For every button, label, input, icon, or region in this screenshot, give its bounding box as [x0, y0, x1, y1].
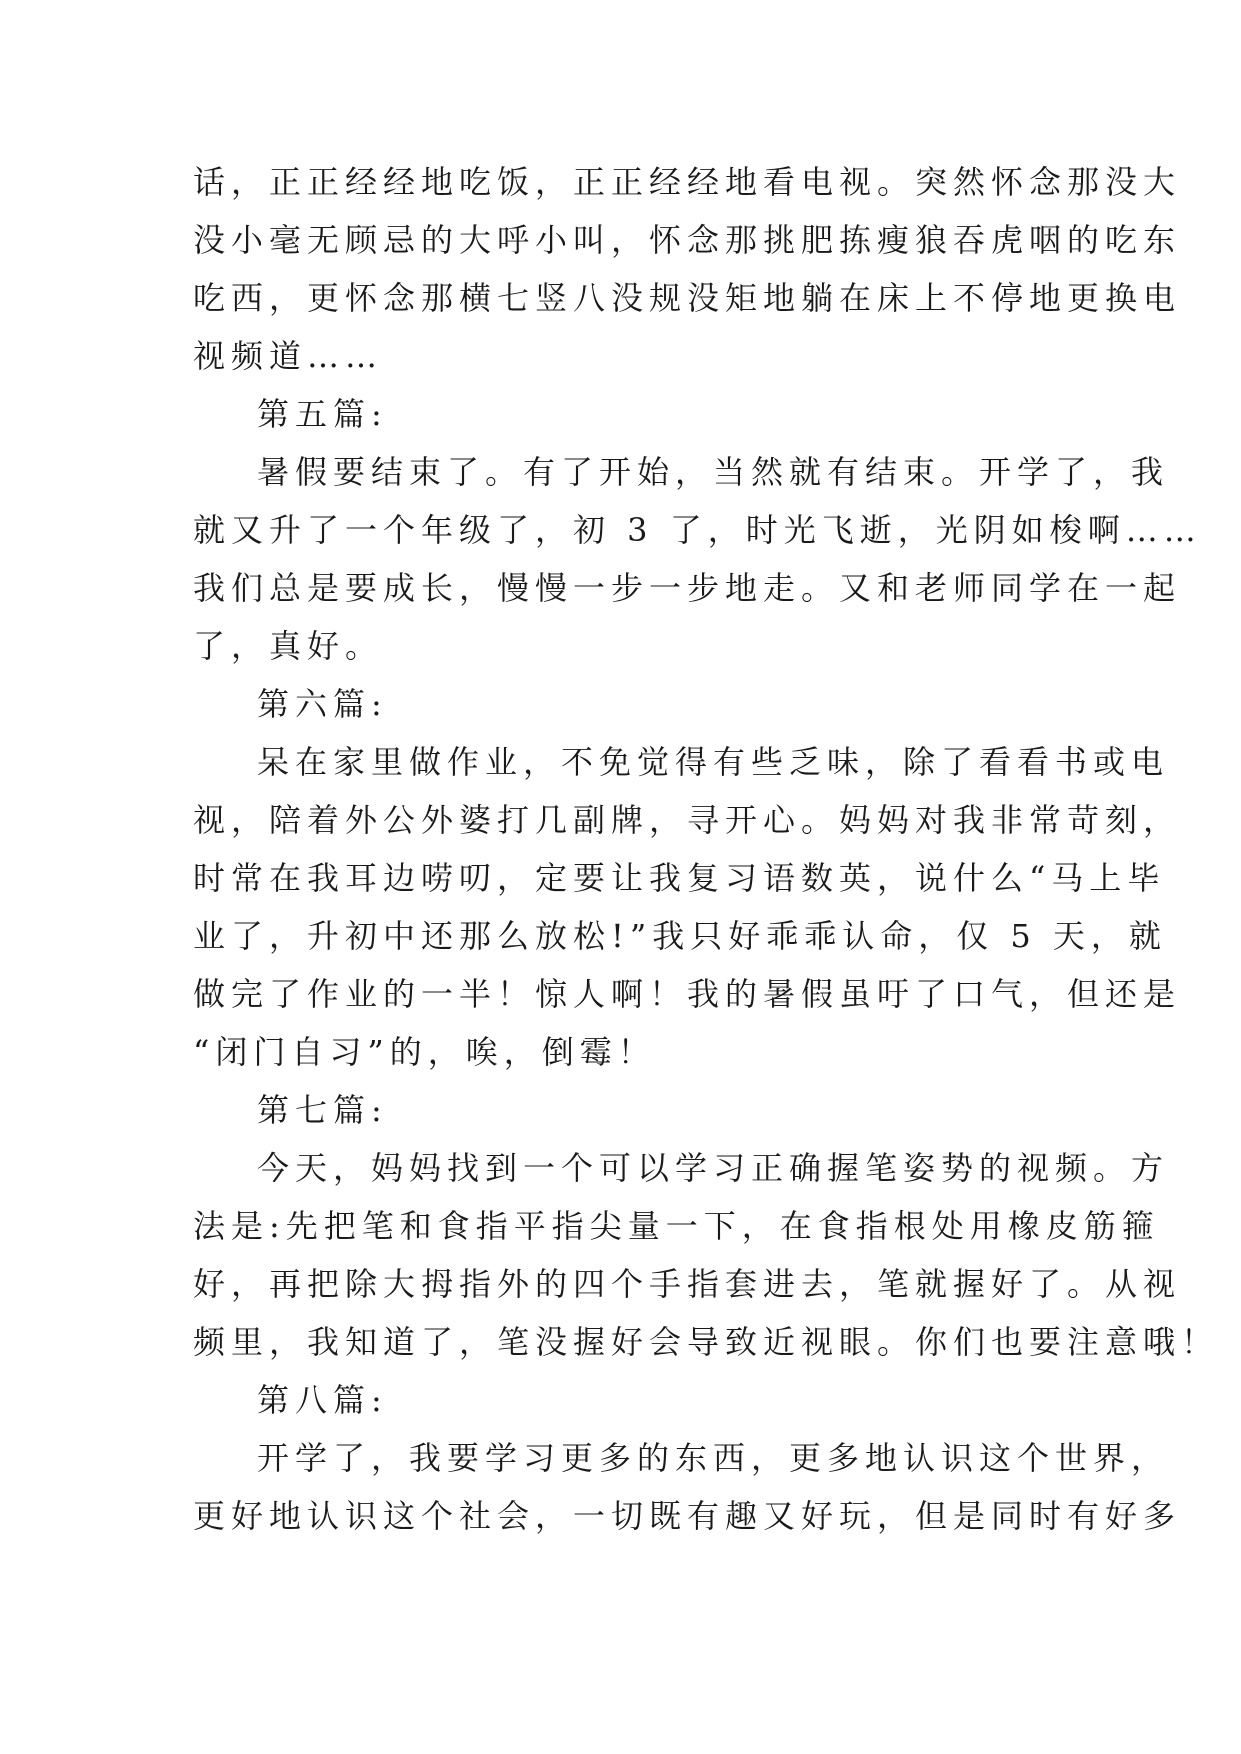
paragraph-line: 了，真好。	[193, 627, 384, 665]
paragraph-line: 法是:先把笔和食指平指尖量一下，在食指根处用橡皮筋箍	[193, 1207, 1160, 1245]
paragraph-line: 更好地认识这个社会，一切既有趣又好玩，但是同时有好多	[193, 1497, 1182, 1535]
paragraph-line: 视，陪着外公外婆打几副牌，寻开心。妈妈对我非常苛刻，	[193, 801, 1182, 839]
section-heading-8: 第八篇:	[257, 1381, 388, 1419]
paragraph-line: 今天，妈妈找到一个可以学习正确握笔姿势的视频。方	[257, 1149, 1170, 1187]
paragraph-line: 吃西，更怀念那横七竖八没规没矩地躺在床上不停地更换电	[193, 279, 1182, 317]
paragraph-line: 业了，升初中还那么放松!”我只好乖乖认命，仅 5 天，就	[193, 917, 1167, 955]
paragraph-line: 呆在家里做作业，不免觉得有些乏味，除了看看书或电	[257, 743, 1170, 781]
paragraph-line: 频里，我知道了，笔没握好会导致近视眼。你们也要注意哦！	[193, 1323, 1220, 1361]
paragraph-line: 做完了作业的一半！惊人啊！我的暑假虽吁了口气，但还是	[193, 975, 1182, 1013]
paragraph-line: 视频道……	[193, 337, 384, 375]
paragraph-line: 开学了，我要学习更多的东西，更多地认识这个世界，	[257, 1439, 1170, 1477]
section-heading-7: 第七篇:	[257, 1091, 388, 1129]
paragraph-line: 就又升了一个年级了，初 3 了，时光飞逝，光阴如梭啊……	[193, 511, 1202, 549]
paragraph-line: 暑假要结束了。有了开始，当然就有结束。开学了，我	[257, 453, 1170, 491]
paragraph-line: 时常在我耳边唠叨，定要让我复习语数英，说什么“马上毕	[193, 859, 1166, 897]
document-body	[193, 153, 1220, 1545]
paragraph-line: “闭门自习”的，唉，倒霉！	[193, 1033, 656, 1071]
paragraph-line: 好，再把除大拇指外的四个手指套进去，笔就握好了。从视	[193, 1265, 1182, 1303]
paragraph-line: 话，正正经经地吃饭，正正经经地看电视。突然怀念那没大	[193, 163, 1182, 201]
paragraph-line: 没小毫无顾忌的大呼小叫，怀念那挑肥拣瘦狼吞虎咽的吃东	[193, 221, 1182, 259]
section-heading-6: 第六篇:	[257, 685, 388, 723]
paragraph-line: 我们总是要成长，慢慢一步一步地走。又和老师同学在一起	[193, 569, 1182, 607]
section-heading-5: 第五篇:	[257, 395, 388, 433]
